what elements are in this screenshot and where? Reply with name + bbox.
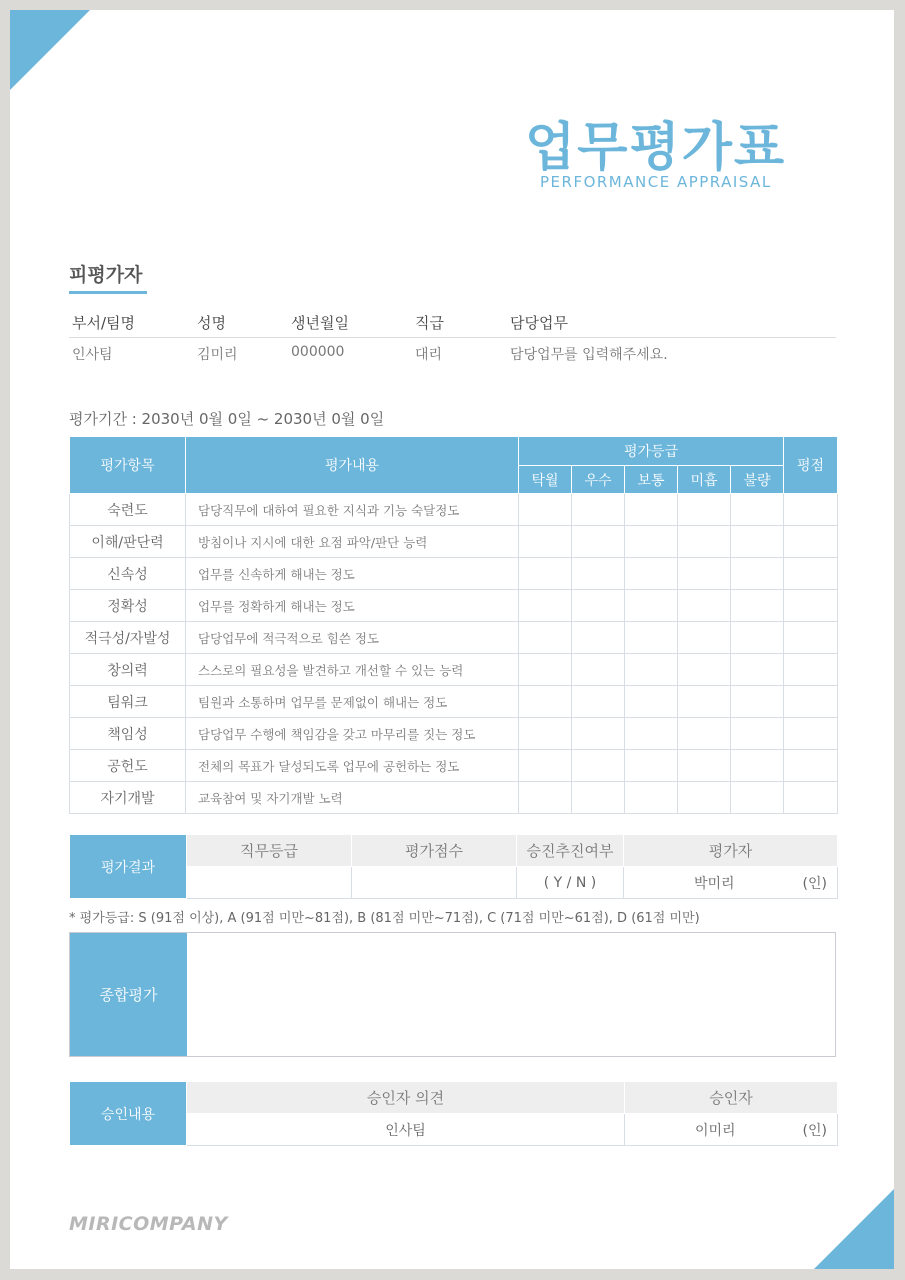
approver-name: 이미리 — [695, 1122, 736, 1139]
grade-check-cell[interactable] — [678, 686, 731, 718]
corner-decoration-bottom-right — [814, 1189, 894, 1269]
evaluator-name: 박미리 — [694, 875, 735, 892]
evaluation-row — [70, 622, 838, 654]
grade-check-cell[interactable] — [519, 558, 572, 590]
grade-check-cell[interactable] — [678, 782, 731, 814]
grade-check-cell[interactable] — [519, 526, 572, 558]
evaluation-item: 공헌도 — [70, 750, 186, 782]
evaluation-row — [70, 526, 838, 558]
evaluator-seal: (인) — [802, 875, 827, 892]
grade-check-cell[interactable] — [678, 558, 731, 590]
result-table — [69, 834, 838, 899]
evaluation-row — [70, 686, 838, 718]
info-divider — [69, 337, 836, 338]
page-subtitle: PERFORMANCE APPRAISAL — [540, 173, 772, 191]
grade-check-cell[interactable] — [572, 558, 625, 590]
info-header-duty: 담당업무 — [510, 314, 568, 332]
grade-poor: 미흡 — [678, 466, 731, 494]
evaluation-item: 신속성 — [70, 558, 186, 590]
grade-check-cell[interactable] — [625, 526, 678, 558]
grade-check-cell[interactable] — [731, 750, 784, 782]
score-cell[interactable] — [784, 494, 838, 526]
evaluation-row — [70, 782, 838, 814]
evaluatee-heading: 피평가자 — [69, 264, 143, 286]
grade-check-cell[interactable] — [625, 750, 678, 782]
info-value-duty[interactable]: 담당업무를 입력해주세요. — [510, 347, 668, 363]
grade-check-cell[interactable] — [625, 654, 678, 686]
evaluation-content: 담당직무에 대하여 필요한 지식과 기능 숙달정도 — [186, 494, 519, 526]
grade-check-cell[interactable] — [678, 622, 731, 654]
approval-header-opinion: 승인자 의견 — [187, 1082, 625, 1114]
grade-check-cell[interactable] — [731, 526, 784, 558]
grade-check-cell[interactable] — [519, 622, 572, 654]
heading-underline — [69, 291, 147, 294]
grade-check-cell[interactable] — [625, 590, 678, 622]
grade-check-cell[interactable] — [731, 590, 784, 622]
grade-check-cell[interactable] — [519, 686, 572, 718]
grade-check-cell[interactable] — [625, 782, 678, 814]
info-header-rank: 직급 — [415, 314, 444, 332]
info-value-name[interactable]: 김미리 — [197, 347, 238, 363]
grade-check-cell[interactable] — [519, 590, 572, 622]
score-cell[interactable] — [784, 750, 838, 782]
evaluation-content: 팀원과 소통하며 업무를 문제없이 해내는 정도 — [186, 686, 519, 718]
info-header-birth: 생년월일 — [291, 314, 349, 332]
appraisal-page — [10, 10, 894, 1269]
approver-seal: (인) — [802, 1122, 827, 1139]
evaluation-item: 정확성 — [70, 590, 186, 622]
header-eval-item: 평가항목 — [70, 437, 186, 494]
approval-opinion-cell[interactable]: 인사팀 — [187, 1114, 625, 1146]
info-header-dept: 부서/팀명 — [72, 314, 136, 332]
evaluation-item: 책임성 — [70, 718, 186, 750]
evaluation-content: 방침이나 지시에 대한 요점 파악/판단 능력 — [186, 526, 519, 558]
score-cell[interactable] — [784, 782, 838, 814]
grade-check-cell[interactable] — [678, 526, 731, 558]
score-cell[interactable] — [784, 654, 838, 686]
evaluation-content: 담당업무에 적극적으로 힘쓴 정도 — [186, 622, 519, 654]
grade-check-cell[interactable] — [519, 782, 572, 814]
result-header-job-grade: 직무등급 — [187, 835, 352, 867]
header-eval-content: 평가내용 — [186, 437, 519, 494]
grade-note: * 평가등급: S (91점 이상), A (91점 미만~81점), B (81점 미만~71점), C (71점 미만~61점), D (61점 미만) — [69, 911, 700, 926]
score-cell[interactable] — [784, 622, 838, 654]
grade-check-cell[interactable] — [731, 558, 784, 590]
result-header-score: 평가점수 — [352, 835, 517, 867]
info-value-rank[interactable]: 대리 — [415, 347, 443, 363]
grade-excellent: 탁월 — [519, 466, 572, 494]
grade-check-cell[interactable] — [572, 654, 625, 686]
grade-average: 보통 — [625, 466, 678, 494]
grade-check-cell[interactable] — [625, 718, 678, 750]
approval-approver-cell[interactable] — [625, 1114, 838, 1146]
grade-check-cell[interactable] — [572, 590, 625, 622]
evaluation-row — [70, 590, 838, 622]
result-evaluator-cell[interactable] — [624, 867, 838, 899]
grade-check-cell[interactable] — [519, 750, 572, 782]
overall-evaluation-box[interactable] — [69, 932, 836, 1057]
grade-bad: 불량 — [731, 466, 784, 494]
evaluation-row — [70, 718, 838, 750]
score-cell[interactable] — [784, 558, 838, 590]
grade-check-cell[interactable] — [678, 750, 731, 782]
result-label: 평가결과 — [70, 835, 187, 899]
corner-decoration-top-left — [10, 10, 90, 90]
page-title: 업무평가표 — [525, 118, 787, 178]
evaluation-item: 적극성/자발성 — [70, 622, 186, 654]
grade-check-cell[interactable] — [731, 686, 784, 718]
result-score-cell[interactable] — [352, 867, 517, 899]
evaluation-item: 이해/판단력 — [70, 526, 186, 558]
evaluation-row — [70, 558, 838, 590]
grade-check-cell[interactable] — [625, 686, 678, 718]
grade-check-cell[interactable] — [519, 718, 572, 750]
header-eval-grade: 평가등급 — [519, 437, 784, 466]
grade-check-cell[interactable] — [572, 718, 625, 750]
grade-check-cell[interactable] — [731, 718, 784, 750]
info-header-name: 성명 — [197, 314, 226, 332]
grade-check-cell[interactable] — [625, 494, 678, 526]
grade-good: 우수 — [572, 466, 625, 494]
evaluation-content: 스스로의 필요성을 발견하고 개선할 수 있는 능력 — [186, 654, 519, 686]
grade-check-cell[interactable] — [678, 718, 731, 750]
grade-check-cell[interactable] — [572, 526, 625, 558]
evaluation-item: 숙련도 — [70, 494, 186, 526]
evaluation-content: 담당업무 수행에 책임감을 갖고 마무리를 짓는 정도 — [186, 718, 519, 750]
evaluation-row — [70, 494, 838, 526]
result-promotion-cell[interactable]: ( Y / N ) — [517, 867, 624, 899]
overall-label: 종합평가 — [70, 933, 187, 1056]
grade-check-cell[interactable] — [572, 494, 625, 526]
grade-check-cell[interactable] — [572, 750, 625, 782]
approval-label: 승인내용 — [70, 1082, 187, 1146]
grade-check-cell[interactable] — [678, 494, 731, 526]
evaluation-item: 창의력 — [70, 654, 186, 686]
score-cell[interactable] — [784, 590, 838, 622]
score-cell[interactable] — [784, 526, 838, 558]
evaluation-row — [70, 750, 838, 782]
evaluation-item: 팀워크 — [70, 686, 186, 718]
score-cell[interactable] — [784, 718, 838, 750]
grade-check-cell[interactable] — [572, 782, 625, 814]
info-value-birth[interactable]: 000000 — [291, 344, 345, 360]
info-value-dept[interactable]: 인사팀 — [72, 347, 113, 363]
evaluation-content: 업무를 신속하게 해내는 정도 — [186, 558, 519, 590]
result-job-grade-cell[interactable] — [187, 867, 352, 899]
header-eval-score: 평점 — [784, 437, 838, 494]
evaluation-content: 전체의 목표가 달성되도록 업무에 공헌하는 정도 — [186, 750, 519, 782]
grade-check-cell[interactable] — [731, 494, 784, 526]
company-name: MIRICOMPANY — [69, 1213, 228, 1235]
evaluation-period: 평가기간 : 2030년 0월 0일 ~ 2030년 0월 0일 — [69, 410, 385, 428]
result-header-evaluator: 평가자 — [624, 835, 838, 867]
evaluation-item: 자기개발 — [70, 782, 186, 814]
grade-check-cell[interactable] — [572, 622, 625, 654]
grade-check-cell[interactable] — [519, 494, 572, 526]
grade-check-cell[interactable] — [625, 558, 678, 590]
grade-check-cell[interactable] — [625, 622, 678, 654]
score-cell[interactable] — [784, 686, 838, 718]
approval-table — [69, 1081, 838, 1146]
grade-check-cell[interactable] — [678, 654, 731, 686]
grade-check-cell[interactable] — [572, 686, 625, 718]
evaluation-table — [69, 436, 838, 814]
grade-check-cell[interactable] — [731, 782, 784, 814]
grade-check-cell[interactable] — [678, 590, 731, 622]
grade-check-cell[interactable] — [731, 622, 784, 654]
approval-header-approver: 승인자 — [625, 1082, 838, 1114]
evaluation-row — [70, 654, 838, 686]
grade-check-cell[interactable] — [731, 654, 784, 686]
evaluation-content: 업무를 정확하게 해내는 정도 — [186, 590, 519, 622]
evaluation-content: 교육참여 및 자기개발 노력 — [186, 782, 519, 814]
result-header-promotion: 승진추진여부 — [517, 835, 624, 867]
grade-check-cell[interactable] — [519, 654, 572, 686]
